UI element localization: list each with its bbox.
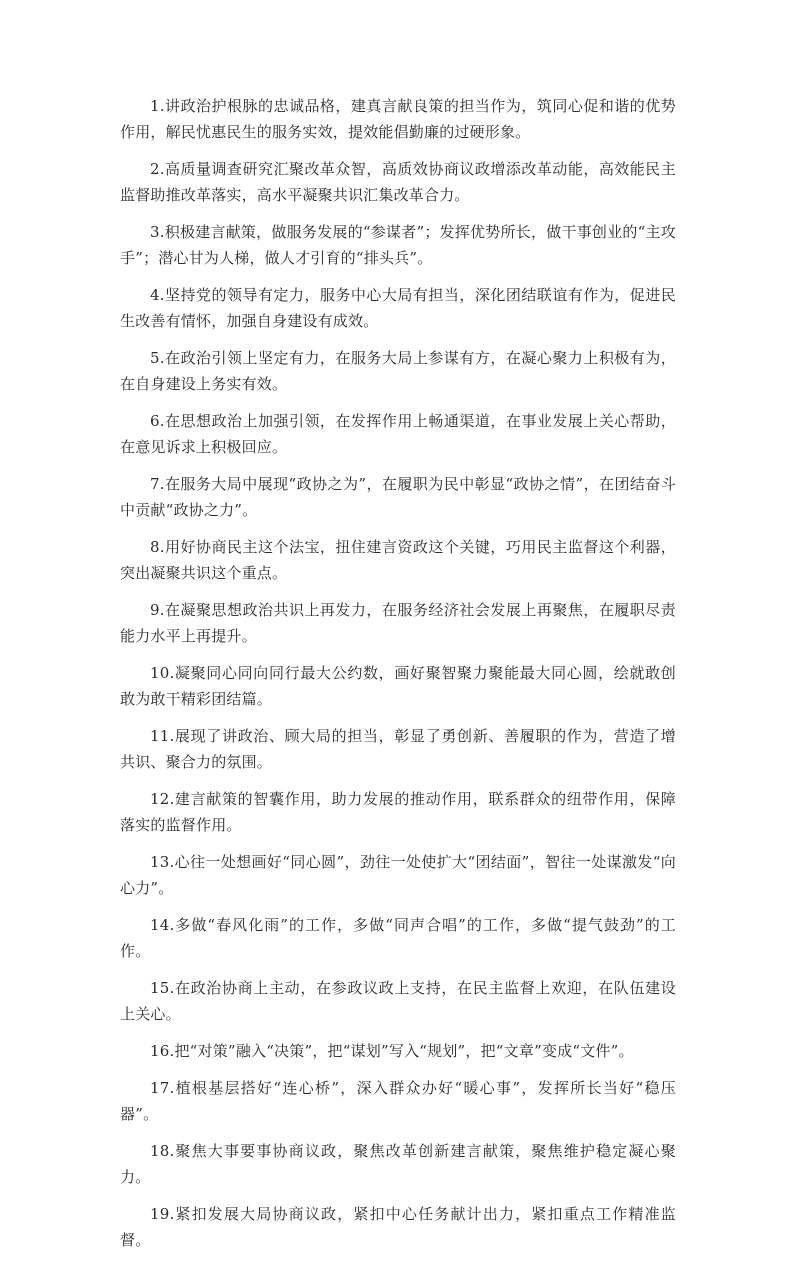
paragraph-18: 18.聚焦大事要事协商议政，聚焦改革创新建言献策，聚焦维护稳定凝心聚力。	[120, 1142, 676, 1186]
paragraph-16: 16.把“对策”融入“决策”，把“谋划”写入“规划”，把“文章”变成“文件”。	[150, 1042, 634, 1060]
paragraph-14: 14.多做“春风化雨”的工作，多做“同声合唱”的工作，多做“提气鼓劲”的工作。	[120, 916, 676, 960]
paragraph-11: 11.展现了讲政治、顾大局的担当，彰显了勇创新、善履职的作为，营造了增共识、聚合力的氛围。	[120, 727, 676, 771]
paragraph-3: 3.积极建言献策，做服务发展的“参谋者”；发挥优势所长，做干事创业的“主攻手”；潜心甘为人梯，做人才引育的“排头兵”。	[120, 223, 676, 267]
paragraph-19: 19.紧扣发展大局协商议政，紧扣中心任务献计出力，紧扣重点工作精准监督。	[120, 1205, 676, 1249]
paragraph-10: 10.凝聚同心同向同行最大公约数，画好聚智聚力聚能最大同心圆，绘就敢创敢为敢干精彩团结篇。	[120, 664, 676, 708]
paragraph-15: 15.在政治协商上主动，在参政议政上支持，在民主监督上欢迎，在队伍建设上关心。	[120, 979, 676, 1023]
paragraph-9: 9.在凝聚思想政治共识上再发力，在服务经济社会发展上再聚焦，在履职尽责能力水平上再提升。	[120, 601, 676, 645]
paragraph-7: 7.在服务大局中展现“政协之为”，在履职为民中彰显“政协之情”，在团结奋斗中贡献“政协之力”。	[120, 475, 676, 519]
paragraph-5: 5.在政治引领上坚定有力，在服务大局上参谋有方，在凝心聚力上积极有为，在自身建设上务实有效。	[120, 349, 676, 393]
document-body	[120, 93, 676, 1264]
paragraph-2: 2.高质量调查研究汇聚改革众智，高质效协商议政增添改革动能，高效能民主监督助推改革落实，高水平凝聚共识汇集改革合力。	[120, 160, 676, 204]
paragraph-4: 4.坚持党的领导有定力，服务中心大局有担当，深化团结联谊有作为，促进民生改善有情怀，加强自身建设有成效。	[120, 286, 676, 330]
paragraph-1: 1.讲政治护根脉的忠诚品格，建真言献良策的担当作为，筑同心促和谐的优势作用，解民忧惠民生的服务实效，提效能倡勤廉的过硬形象。	[120, 97, 676, 141]
paragraph-17: 17.植根基层搭好“连心桥”，深入群众办好“暖心事”，发挥所长当好“稳压器”。	[120, 1079, 676, 1123]
paragraph-13: 13.心往一处想画好“同心圆”，劲往一处使扩大“团结面”，智往一处谋激发“向心力”。	[120, 853, 676, 897]
paragraph-6: 6.在思想政治上加强引领，在发挥作用上畅通渠道，在事业发展上关心帮助，在意见诉求上积极回应。	[120, 412, 676, 456]
paragraph-12: 12.建言献策的智囊作用，助力发展的推动作用，联系群众的纽带作用，保障落实的监督作用。	[120, 790, 676, 834]
paragraph-8: 8.用好协商民主这个法宝，扭住建言资政这个关键，巧用民主监督这个利器，突出凝聚共识这个重点。	[120, 538, 676, 582]
